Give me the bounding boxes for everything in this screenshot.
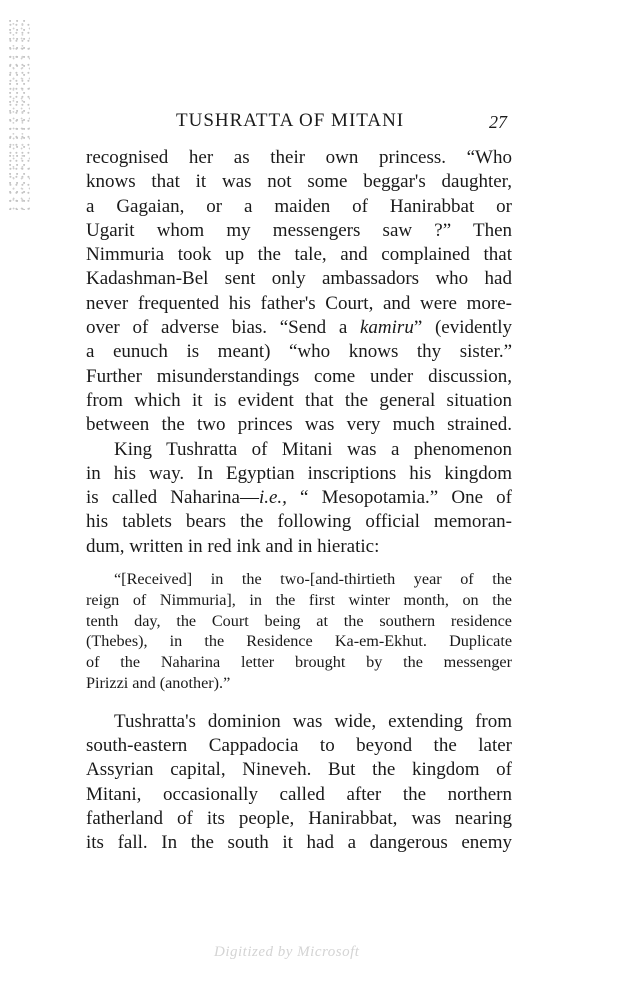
italic-term: i.e.,	[258, 487, 287, 509]
quote-line: Pirizzi and (another).”	[86, 674, 231, 693]
text-line: his tablets bears the following official memoran-	[86, 511, 512, 533]
paragraph-3	[86, 710, 512, 856]
text-line	[86, 486, 512, 510]
body-text	[86, 146, 512, 856]
quote-line: tenth day, the Court being at the southern residence	[86, 611, 512, 630]
text-line	[86, 316, 512, 340]
running-head: TUSHRATTA OF MITANI	[176, 110, 405, 131]
page-number: 27	[489, 112, 507, 132]
text-fragment: is called Naharina—	[86, 487, 259, 509]
text-line: dum, written in red ink and in hieratic:	[86, 535, 380, 557]
text-line: Tushratta's dominion was wide, extending from	[114, 710, 512, 732]
gutter-speckle	[8, 20, 30, 210]
text-line: never frequented his father's Court, and were more-	[86, 292, 512, 314]
paragraph-1	[86, 146, 512, 438]
text-line: between the two princes was very much strained.	[86, 414, 512, 436]
text-line: a eunuch is meant) “who knows thy sister.”	[86, 341, 512, 363]
text-fragment: ” (evidently	[413, 317, 512, 339]
quote-line: of the Naharina letter brought by the messenger	[86, 653, 512, 672]
text-line: Ugarit whom my messengers saw ?” Then	[86, 219, 512, 241]
text-line: its fall. In the south it had a dangerous enemy	[86, 832, 512, 854]
text-line: in his way. In Egyptian inscriptions his kingdom	[86, 462, 512, 484]
text-line: Mitani, occasionally called after the northern	[86, 783, 512, 805]
block-quote	[86, 569, 512, 694]
text-line: Kadashman-Bel sent only ambassadors who had	[86, 268, 512, 290]
text-line: recognised her as their own princess. “Who	[86, 147, 512, 168]
text-line: Assyrian capital, Nineveh. But the kingdom of	[86, 759, 512, 781]
text-line: a Gagaian, or a maiden of Hanirabbat or	[86, 195, 512, 217]
quote-line: reign of Nimmuria], in the first winter month, on the	[86, 590, 512, 609]
text-fragment: “ Mesopotamia.” One of	[286, 487, 512, 509]
text-line: from which it is evident that the general situation	[86, 389, 512, 411]
text-line: fatherland of its people, Hanirabbat, was nearing	[86, 808, 512, 830]
text-line: knows that it was not some beggar's daughter,	[86, 171, 512, 193]
italic-term: kamiru	[360, 317, 414, 339]
paragraph-2	[86, 438, 512, 559]
text-line: Further misunderstandings come under discussion,	[86, 365, 512, 387]
text-line: south-eastern Cappadocia to beyond the later	[86, 735, 512, 757]
text-line: Nimmuria took up the tale, and complained that	[86, 244, 512, 266]
text-fragment: over of adverse bias. “Send a	[86, 317, 360, 339]
digitization-watermark: Digitized by Microsoft	[214, 944, 360, 960]
quote-line: “[Received] in the two-[and-thirtieth year of the	[114, 570, 512, 589]
text-line: King Tushratta of Mitani was a phenomenon	[114, 438, 512, 460]
paragraph-gap	[86, 694, 512, 710]
quote-line: (Thebes), in the Residence Ka-em-Ekhut. Duplicate	[86, 632, 512, 651]
